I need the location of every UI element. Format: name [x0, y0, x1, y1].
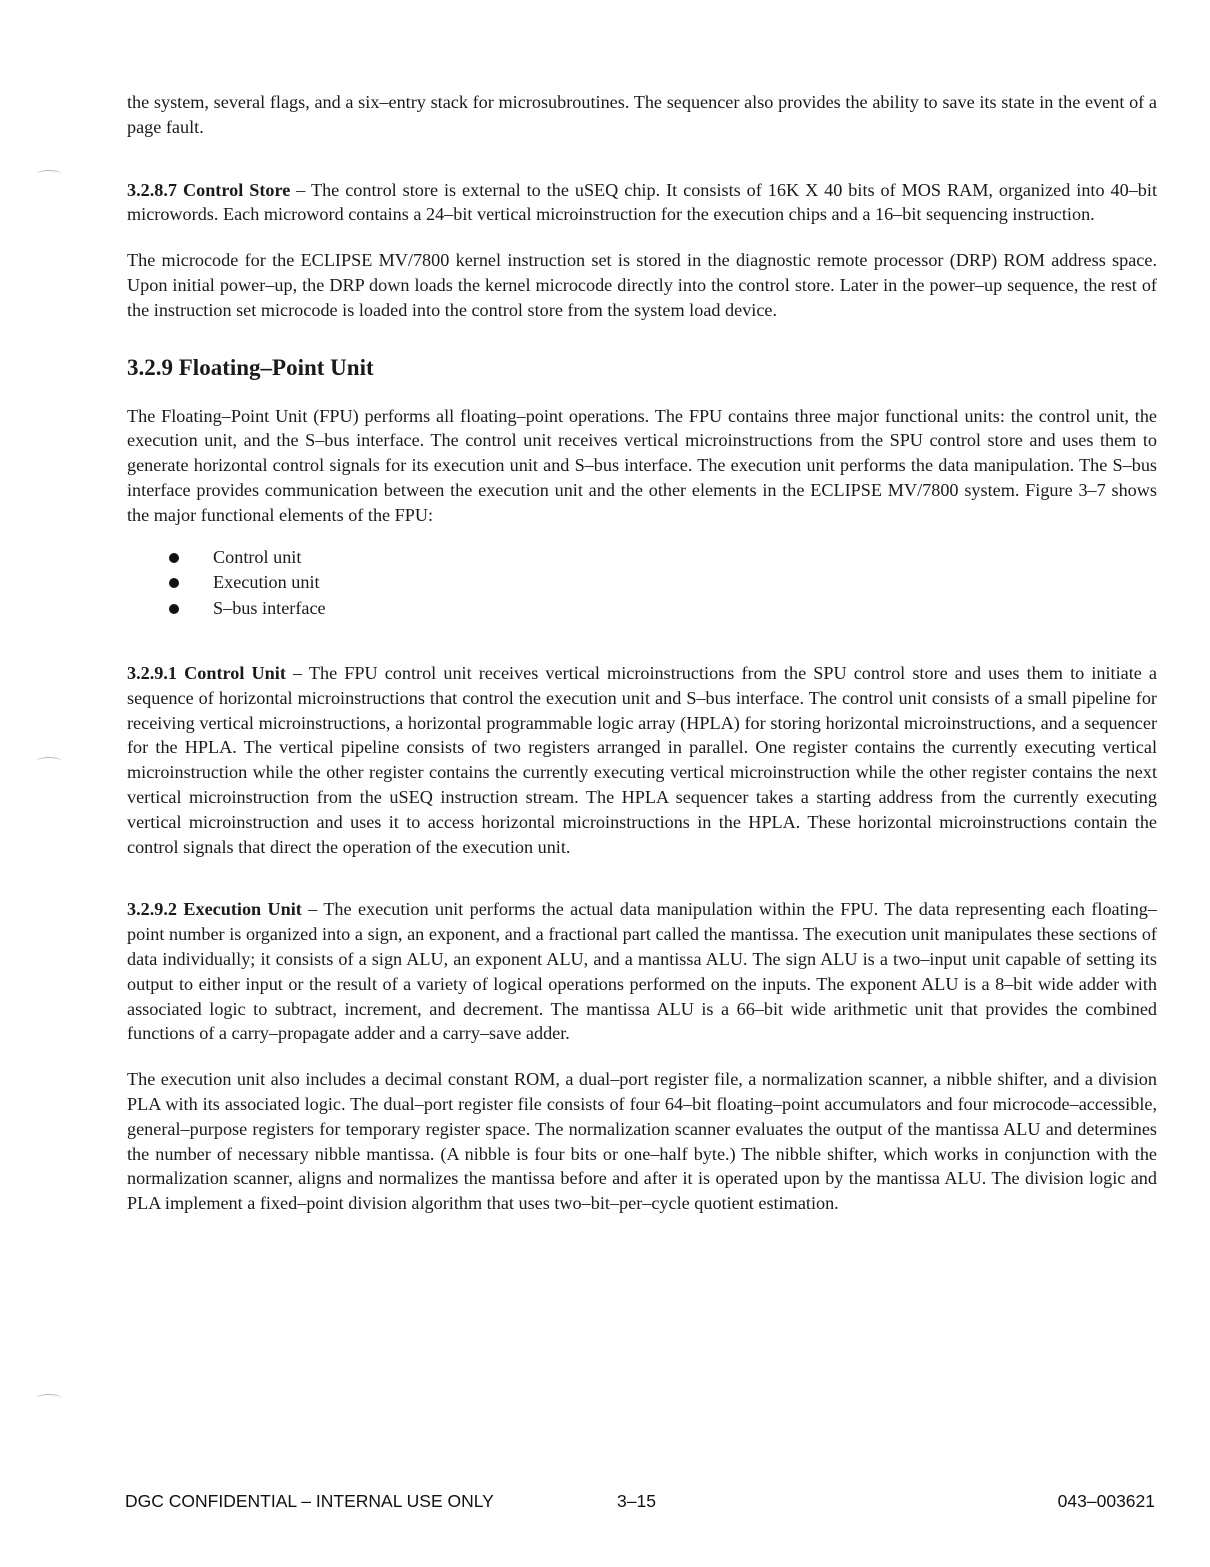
bullet-icon — [169, 604, 179, 614]
section-text-control-store: – The control store is external to the uSEQ chip. It consists of 16K X 40 bits of MOS RAM, organized into 40–bit microwords. Each microword contains a 24–bit vertical microinstruction for the execution chips and a 16–bit sequencing instruction. — [127, 179, 1157, 225]
list-item: Execution unit — [167, 570, 1157, 596]
bullet-icon — [169, 578, 179, 588]
footer-confidential-label: DGC CONFIDENTIAL – INTERNAL USE ONLY — [125, 1491, 494, 1511]
margin-mark — [36, 170, 62, 179]
fpu-elements-list — [127, 545, 1157, 622]
section-3-2-9-2 — [127, 897, 1157, 1046]
list-item: Control unit — [167, 545, 1157, 571]
section-3-2-8-7 — [127, 178, 1157, 228]
margin-mark — [36, 757, 62, 766]
list-item: S–bus interface — [167, 596, 1157, 622]
section-heading-floating-point-unit: 3.2.9 Floating–Point Unit — [127, 354, 374, 380]
page-body — [127, 90, 1157, 1216]
footer-page-number: 3–15 — [617, 1491, 656, 1511]
bullet-icon — [169, 553, 179, 563]
section-heading-control-store: 3.2.8.7 Control Store — [127, 179, 291, 200]
paragraph-fpu-overview: The Floating–Point Unit (FPU) performs all floating–point operations. The FPU contains three major functional units: the control unit, the execution unit, and the S–bus interface. The control unit receives vertical microinstructions from the SPU control store and uses them to generate horizontal control signals for its execution unit and S–bus interface. The execution unit performs the data manipulation. The S–bus interface provides communication between the execution unit and the other elements in the ECLIPSE MV/7800 system. Figure 3–7 shows the major functional elements of the FPU: — [127, 405, 1157, 525]
paragraph-microcode-load: The microcode for the ECLIPSE MV/7800 kernel instruction set is stored in the diagnostic remote processor (DRP) ROM address space. Upon initial power–up, the DRP down loads the kernel microcode directly into the control store. Later in the power–up sequence, the rest of the instruction set microcode is loaded into the control store from the system load device. — [127, 250, 1157, 320]
paragraph-sequencer-continued: the system, several flags, and a six–entry stack for microsubroutines. The sequencer also provides the ability to save its state in the event of a page fault. — [127, 92, 1157, 137]
section-heading-execution-unit: 3.2.9.2 Execution Unit — [127, 899, 302, 920]
section-text-control-unit: – The FPU control unit receives vertical microinstructions from the SPU control store and uses them to initiate a sequence of horizontal microinstructions that control the execution unit and S–bus interface. The control unit consists of a small pipeline for receiving vertical microinstructions, a horizontal programmable logic array (HPLA) for storing horizontal microinstructions, and a sequencer for the HPLA. The vertical pipeline consists of two registers arranged in parallel. One register contains the currently executing vertical microinstruction while the other register contains the currently executing vertical microinstruction while the other register contains the next vertical microinstruction from the uSEQ instruction stream. The HPLA sequencer takes a starting address from the currently executing vertical microinstruction and uses it to access horizontal microinstructions in the HPLA. These horizontal microinstructions contain the control signals that direct the operation of the execution unit. — [127, 663, 1157, 857]
footer-document-number: 043–003621 — [1057, 1491, 1155, 1511]
paragraph-execution-unit-components: The execution unit also includes a decimal constant ROM, a dual–port register file, a normalization scanner, a nibble shifter, and a division PLA with its associated logic. The dual–port register file consists of four 64–bit floating–point accumulators and four microcode–accessible, general–purpose registers for temporary register space. The normalization scanner evaluates the output of the mantissa ALU and determines the number of necessary nibble mantissa. (A nibble is four bits or one–half byte.) The nibble shifter, which works in conjunction with the normalization scanner, aligns and normalizes the mantissa before and after it is operated upon by the mantissa ALU. The division logic and PLA implement a fixed–point division algorithm that uses two–bit–per–cycle quotient estimation. — [127, 1069, 1157, 1214]
section-heading-control-unit: 3.2.9.1 Control Unit — [127, 663, 286, 684]
page-footer — [125, 1489, 1155, 1513]
section-3-2-9-1 — [127, 661, 1157, 859]
margin-mark — [36, 1394, 62, 1403]
section-text-execution-unit: – The execution unit performs the actual data manipulation within the FPU. The data representing each floating–point number is organized into a sign, an exponent, and a fractional part called the mantissa. The execution unit manipulates these sections of data individually; it consists of a sign ALU, an exponent ALU, and a mantissa ALU. The sign ALU is a two–input unit capable of setting its output to either input or the result of a variety of logical operations performed on the inputs. The exponent ALU is a 8–bit wide adder with associated logic to subtract, increment, and decrement. The mantissa ALU is a 66–bit wide arithmetic unit that provides the combined functions of a carry–propagate adder and a carry–save adder. — [127, 899, 1157, 1044]
